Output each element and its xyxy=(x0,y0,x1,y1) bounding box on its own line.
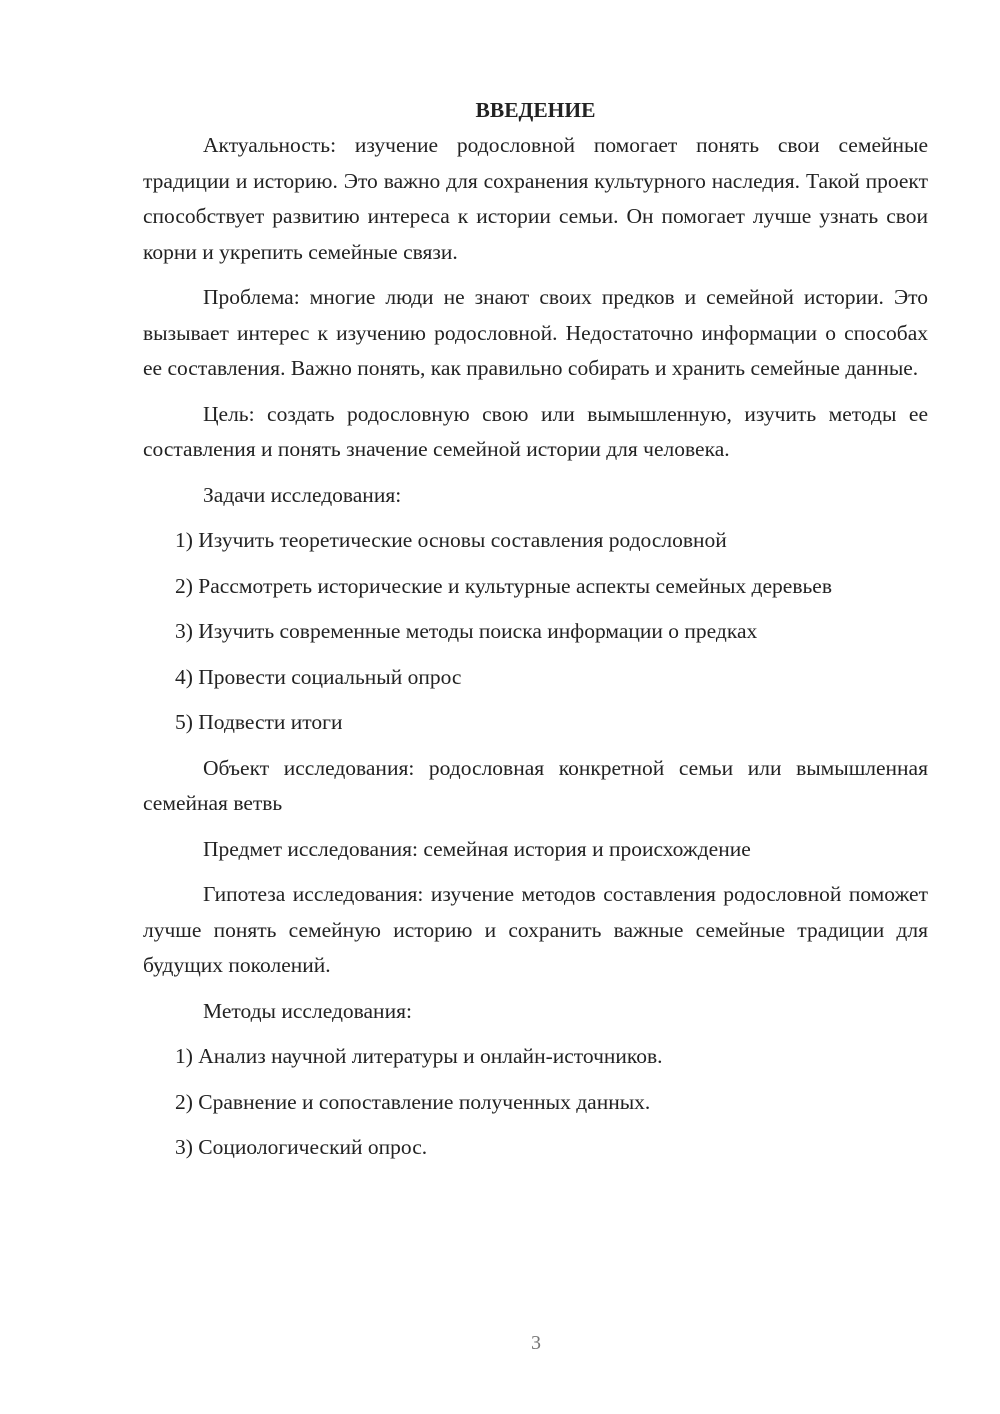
hypothesis-paragraph: Гипотеза исследования: изучение методов составления родословной поможет лучше понять семейную историю и сохранить важные семейные традиции для будущих поколений. xyxy=(143,882,928,977)
page-content xyxy=(143,93,928,1176)
object-paragraph: Объект исследования: родословная конкретной семьи или вымышленная семейная ветвь xyxy=(143,755,928,815)
methods-heading: Методы исследования: xyxy=(203,998,412,1023)
section-title: ВВЕДЕНИЕ xyxy=(475,98,596,122)
task-item: 2) Рассмотреть исторические и культурные аспекты семейных деревьев xyxy=(175,573,832,598)
relevance-paragraph: Актуальность: изучение родословной помогает понять свои семейные традиции и историю. Это важно для сохранения культурного наследия. Такой проект способствует развитию интереса к истории семьи. Он помогает лучше узнать свои корни и укрепить семейные связи. xyxy=(143,133,928,264)
page-number: 3 xyxy=(531,1332,541,1354)
task-item: 4) Провести социальный опрос xyxy=(175,664,462,689)
method-item: 2) Сравнение и сопоставление полученных данных. xyxy=(175,1089,651,1114)
task-item: 3) Изучить современные методы поиска информации о предках xyxy=(175,619,758,643)
task-item: 1) Изучить теоретические основы составления родословной xyxy=(175,528,727,552)
subject-paragraph: Предмет исследования: семейная история и происхождение xyxy=(203,836,751,861)
goal-paragraph: Цель: создать родословную свою или вымышленную, изучить методы ее составления и понять значение семейной истории для человека. xyxy=(143,401,928,461)
tasks-heading: Задачи исследования: xyxy=(203,482,402,507)
problem-paragraph: Проблема: многие люди не знают своих предков и семейной истории. Это вызывает интерес к изучению родословной. Недостаточно информации о способах ее составления. Важно понять, как правильно собирать и хранить семейные данные. xyxy=(143,285,928,380)
method-item: 3) Социологический опрос. xyxy=(175,1135,428,1159)
method-item: 1) Анализ научной литературы и онлайн-источников. xyxy=(175,1044,663,1068)
task-item: 5) Подвести итоги xyxy=(175,710,343,734)
